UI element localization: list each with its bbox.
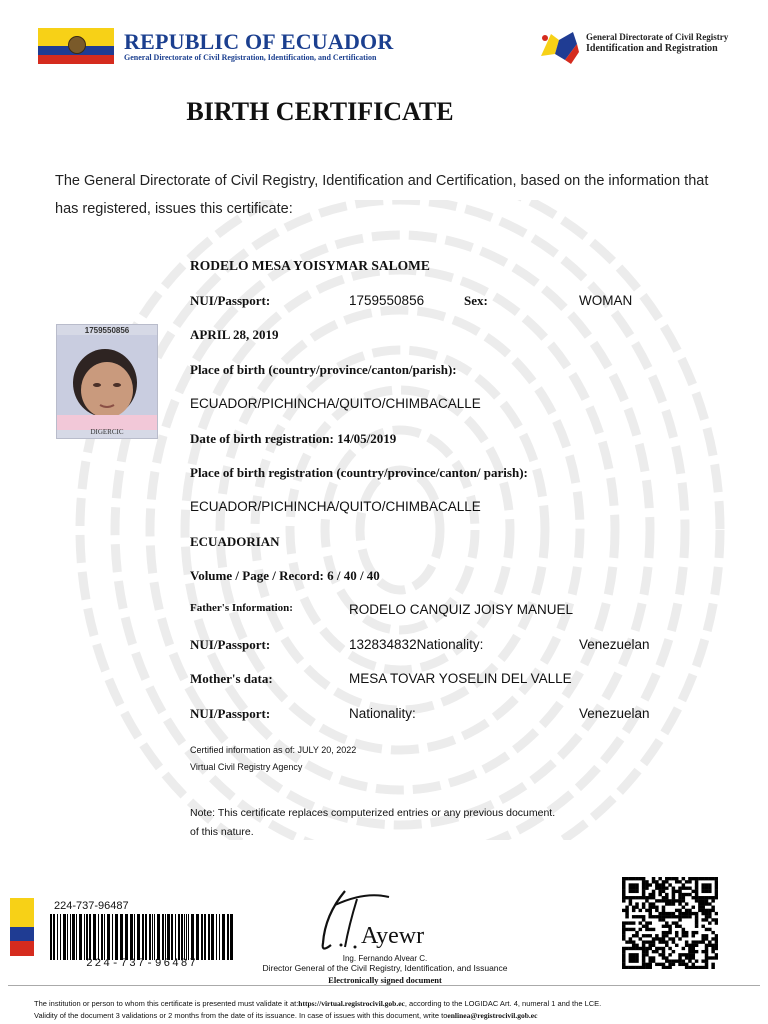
nui-label: NUI/Passport: bbox=[190, 293, 271, 308]
civil-registry-logo-icon bbox=[537, 26, 581, 66]
signatory-role: Director General of the Civil Registry, Identification, and Issuance bbox=[262, 963, 508, 973]
qr-code-icon[interactable] bbox=[622, 877, 718, 969]
sex-value: WOMAN bbox=[579, 293, 633, 308]
header-title: REPUBLIC OF ECUADOR bbox=[124, 29, 394, 54]
note-line1: Note: This certificate replaces computerized entries or any previous document. bbox=[190, 807, 556, 819]
nationality: ECUADORIAN bbox=[190, 534, 280, 549]
note-line2: of this nature. bbox=[190, 826, 254, 838]
electronic-signature-note: Electronically signed document bbox=[328, 975, 442, 985]
mother-label: Mother's data: bbox=[190, 671, 273, 686]
place-of-registration-label: Place of birth registration (country/province/canton/ parish): bbox=[190, 465, 528, 480]
father-nationality: Venezuelan bbox=[579, 637, 650, 652]
baby-portrait-icon bbox=[57, 335, 157, 430]
child-photo bbox=[56, 324, 158, 439]
header-right-line2: Identification and Registration bbox=[586, 43, 718, 54]
place-of-birth-label: Place of birth (country/province/canton/parish): bbox=[190, 362, 457, 377]
mother-nationality-label: Nationality: bbox=[349, 706, 416, 721]
person-name: RODELO MESA YOISYMAR SALOME bbox=[190, 258, 430, 273]
nui-value: 1759550856 bbox=[349, 293, 425, 308]
ecuador-flag bbox=[38, 28, 114, 64]
intro-line2: has registered, issues this certificate: bbox=[55, 201, 293, 217]
footer-line2: Validity of the document 3 validations or 2 months from the date of its issuance. In case of issues with this document, write toenlinea@registrocivil.gob.ec bbox=[34, 1011, 538, 1020]
coat-of-arms-icon bbox=[68, 36, 86, 54]
barcode-number-top: 224-737-96487 bbox=[54, 900, 129, 912]
signatory-name: Ing. Fernando Alvear C. bbox=[342, 954, 428, 963]
signature-mark: Ayewr bbox=[361, 923, 425, 949]
registration-date: Date of birth registration: 14/05/2019 bbox=[190, 431, 397, 446]
document-title: BIRTH CERTIFICATE bbox=[186, 97, 454, 126]
place-of-birth-value: ECUADOR/PICHINCHA/QUITO/CHIMBACALLE bbox=[190, 396, 481, 411]
mother-nationality: Venezuelan bbox=[579, 706, 650, 721]
mother-nui-label: NUI/Passport: bbox=[190, 706, 271, 721]
header-subtitle: General Directorate of Civil Registration, Identification, and Certification bbox=[124, 53, 377, 62]
signature-icon bbox=[305, 885, 465, 955]
father-nui-value: 132834832Nationality: bbox=[349, 637, 484, 652]
intro-line1: The General Directorate of Civil Registry, Identification and Certification, based on the information that bbox=[55, 173, 709, 189]
father-nui-label: NUI/Passport: bbox=[190, 637, 271, 652]
record-reference: Volume / Page / Record: 6 / 40 / 40 bbox=[190, 568, 380, 583]
sex-label: Sex: bbox=[464, 293, 488, 308]
footer-divider bbox=[8, 985, 760, 986]
father-label: Father's Information: bbox=[190, 602, 293, 614]
photo-caption: DIGERCIC bbox=[90, 428, 124, 436]
barcode-icon bbox=[50, 914, 234, 960]
certified-agency: Virtual Civil Registry Agency bbox=[190, 762, 303, 772]
footer-line1: The institution or person to whom this certificate is presented must validate it at:https://virtual.registrocivil.gob.ec, according to the LOGIDAC Art. 4, numeral 1 and the LCE. bbox=[34, 999, 602, 1008]
validation-link[interactable]: https://virtual.registrocivil.gob.ec bbox=[298, 999, 405, 1008]
father-name: RODELO CANQUIZ JOISY MANUEL bbox=[349, 602, 574, 617]
photo-id-number: 1759550856 bbox=[84, 326, 130, 335]
support-email-link[interactable]: enlinea@registrocivil.gob.ec bbox=[447, 1011, 538, 1020]
flag-stripe bbox=[10, 898, 34, 956]
barcode-number-bottom: 224-737-96487 bbox=[86, 958, 198, 970]
certified-date: Certified information as of: JULY 20, 2022 bbox=[190, 745, 357, 755]
place-of-registration-value: ECUADOR/PICHINCHA/QUITO/CHIMBACALLE bbox=[190, 499, 481, 514]
mother-name: MESA TOVAR YOSELIN DEL VALLE bbox=[349, 671, 572, 686]
header-right-line1: General Directorate of Civil Registry bbox=[586, 32, 729, 42]
birth-date: APRIL 28, 2019 bbox=[190, 327, 279, 342]
